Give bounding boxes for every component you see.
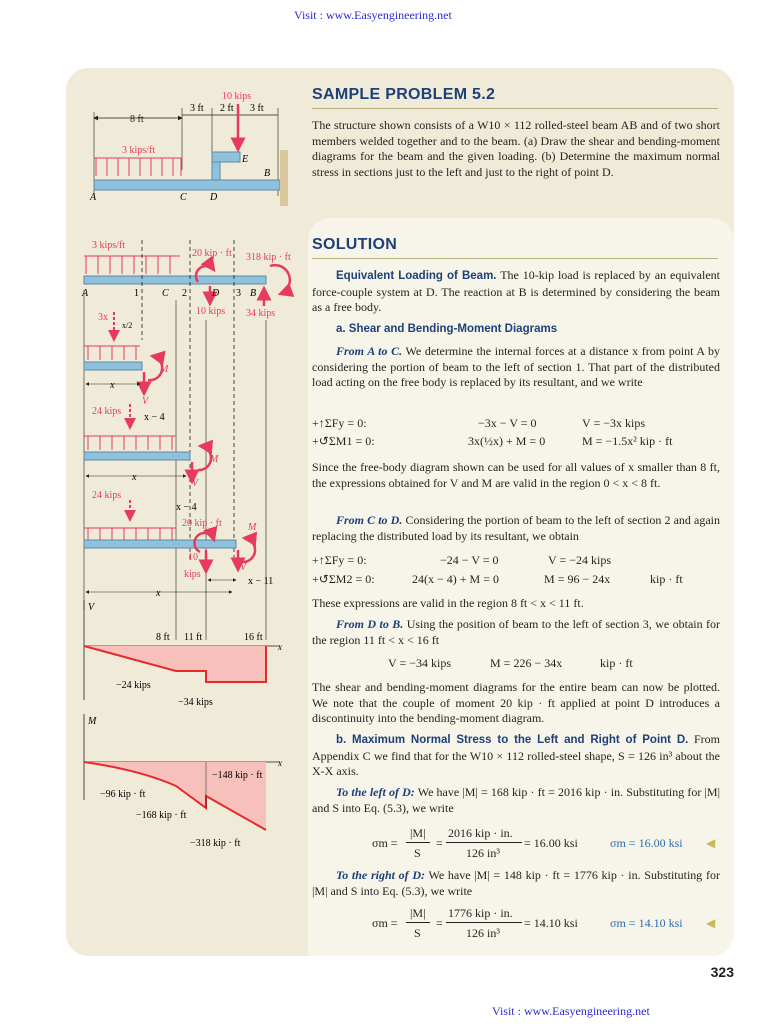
fbd3-beam [84,540,236,548]
m-axis-label: M [88,716,97,727]
tick-16ft: 16 ft [244,632,263,643]
problem-heading: SAMPLE PROBLEM 5.2 [312,86,496,103]
fbd3-m-label: M [248,522,257,533]
dist-load-label: 3 kips/ft [122,145,156,156]
beam-figures [0,0,310,960]
fb-pt-c: C [162,288,169,299]
fbd2-x-label: x [132,472,137,483]
right-eq-fraction-bar2 [446,922,522,923]
left-eq-answer: σm = 16.00 ksi [610,836,683,850]
fbd-section2 [84,404,219,489]
fbd3-dist-arrows [88,528,172,540]
equivalent-loading-title: Equivalent Loading of Beam. [336,270,497,282]
left-answer-marker: ◀ [706,836,716,850]
pt-c: C [180,192,187,203]
dim-8ft: 8 ft [130,114,144,125]
fbd2-x4-label: x − 4 [144,412,165,423]
fbd2-beam [84,452,190,460]
a-to-c-para [312,344,720,391]
a-to-c-after: Since the free-body diagram shown can be used for all values of x smaller than 8 ft, the expressions obtained for V and M are valid in the region 0 < x < 8 ft. [312,460,720,490]
fb-pt-d: D [212,288,220,299]
fb-sec2: 2 [182,288,187,299]
fbd-section3 [84,490,273,599]
beam-ab [94,180,280,190]
d-to-b-para [312,617,720,648]
v-axis-label: V [88,602,95,613]
fbd3-kips-label: kips [184,569,201,580]
fb-reaction-m-label: 318 kip · ft [246,252,291,263]
fbd3-10-label: 10 [188,552,198,563]
right-of-d-text: We have |M| = 148 kip · ft = 1776 kip · in. Substituting for |M| and S into Eq. (5.3), we write [312,868,720,898]
left-eq-value: = 16.00 ksi [524,836,578,850]
c-to-d-after: These expressions are valid in the region 8 ft < x < 11 ft. [312,596,584,610]
right-eq-den2: 126 in³ [466,926,500,940]
m-m318-label: −318 kip · ft [190,838,241,849]
dim-2ft: 2 ft [220,103,234,114]
fb-10kips-label: 10 kips [196,306,226,317]
right-eq-sigma: σm = [372,916,398,930]
eq1-result: V = −3x kips [582,416,645,430]
right-eq-fraction-bar [406,922,430,923]
eq1-label: +↑ΣFy = 0: [312,416,367,430]
right-eq-answer: σm = 14.10 ksi [610,916,683,930]
max-stress-title: b. Maximum Normal Stress to the Left and Right of Point D. [336,734,689,746]
fb-sec3: 3 [236,288,241,299]
shear-diagram [84,600,282,708]
page-number: 323 [710,964,734,980]
fbd2-v-label: V [192,478,199,489]
fbd2-m-label: M [210,454,219,465]
pt-a: A [90,192,97,203]
heading-rule [312,108,718,109]
wall-support [280,150,288,206]
equivalent-loading-para [312,268,720,316]
c-to-d-text: Considering the portion of beam to the left of section 2 and again replacing the distributed load by its resultant, we obtain [312,513,720,543]
left-eq-fraction-bar2 [446,842,522,843]
eq3-body: −24 − V = 0 [440,553,499,567]
equivalent-loading-text: The 10-kip load is replaced by an equivalent force-couple system at D. The reaction at B is determined by considering the beam as a free body. [312,268,721,314]
pt-d: D [210,192,218,203]
dim-3ft-a: 3 ft [190,103,204,114]
left-eq-equals: = [436,836,443,850]
fb-sec1: 1 [134,288,139,299]
eq4-label: +↺ΣM2 = 0: [312,572,375,586]
fb-dist-arrows [86,256,170,274]
left-eq-den2: 126 in³ [466,846,500,860]
m-m148-label: −148 kip · ft [212,770,263,781]
tick-11ft: 11 ft [184,632,203,643]
fbd1-x-label: x [110,380,115,391]
left-of-d-para [312,785,720,816]
left-eq-den: S [414,846,421,860]
right-eq-num2: 1776 kip · in. [448,906,513,920]
d-to-b-text: Using the position of beam to the left of section 3, we obtain for the region 11 ft < x < 16 ft [312,617,721,647]
top-load-label: 10 kips [222,91,252,102]
a-to-c-title: From A to C. [336,344,403,358]
left-of-d-title: To the left of D: [336,785,415,799]
c-to-d-title: From C to D. [336,513,403,527]
fbd3-24kips-label: 24 kips [92,490,122,501]
max-stress-para [312,732,720,780]
left-of-d-text: We have |M| = 168 kip · ft = 2016 kip · in. Substituting for |M| and S into Eq. (5.3), we write [312,785,720,815]
fb-pt-a: A [82,288,89,299]
a-to-c-text: We determine the internal forces at a distance x from point A by considering the portion of beam to the left of section 1. That part of the distributed load acting on the free body is replaced by its resultant, and we write [312,344,720,389]
fbd3-v-label: V [240,562,247,573]
res-3x-label: 3x [98,312,108,323]
v-area-fill [84,646,266,682]
eq5-unit: kip · ft [600,656,633,670]
welded-member-e [212,152,240,162]
left-eq-num2: 2016 kip · in. [448,826,513,840]
eq4-body: 24(x − 4) + M = 0 [412,572,499,586]
fbd1-beam [84,362,142,370]
half-x-label: x/2 [122,321,133,330]
c-to-d-para [312,513,720,544]
pt-e: E [242,154,249,165]
visit-link-bottom[interactable]: Visit : www.Easyengineering.net [492,1004,650,1018]
fbd3-x-label: x [156,588,161,599]
eq5-v: V = −34 kips [388,656,451,670]
right-eq-den: S [414,926,421,940]
fb-couple-label: 20 kip · ft [192,248,232,259]
moment-diagram [84,714,282,849]
eq4-result: M = 96 − 24x [544,572,611,586]
m-m168-label: −168 kip · ft [136,810,187,821]
guide-lines [84,290,266,640]
pt-b: B [264,168,271,179]
v-m34-label: −34 kips [178,697,213,708]
d-to-b-after: The shear and bending-moment diagrams for the entire beam can now be plotted. We note that the couple of moment 20 kip · ft applied at point D introduces a discontinuity into the bending-moment diagram. [312,680,720,725]
fbd-section1 [84,312,169,407]
m-x-label: x [278,758,282,768]
eq3-label: +↑ΣFy = 0: [312,553,367,567]
eq2-label: +↺ΣM1 = 0: [312,434,375,448]
d-to-b-title: From D to B. [336,617,404,631]
fbd3-m-arrow [242,538,255,562]
fbd2-dist-arrows [88,436,172,450]
left-eq-fraction-bar [406,842,430,843]
v-x-label: x [278,642,282,652]
left-eq-num: |M| [410,826,426,840]
fbd1-m-label: M [160,364,169,375]
welded-member-vertical [212,162,220,180]
dim-3ft-b: 3 ft [250,103,264,114]
visit-link-top[interactable]: Visit : www.Easyengineering.net [294,8,452,22]
fb-reaction-m-arrow [270,265,290,294]
solution-heading: SOLUTION [312,236,398,253]
right-eq-num: |M| [410,906,426,920]
fb-pt-b: B [250,288,257,299]
right-answer-marker: ◀ [706,916,716,930]
right-of-d-para [312,868,720,899]
m-m96-label: −96 kip · ft [100,789,146,800]
fbd1-v-label: V [142,396,149,407]
solution-rule [312,258,718,259]
tick-8ft: 8 ft [156,632,170,643]
left-eq-sigma: σm = [372,836,398,850]
fb-beam [84,276,266,284]
max-stress-text: From Appendix C we find that for the W10 × 112 rolled-steel shape, S = 126 in³ about the X-X axis. [312,732,720,778]
fbd2-24kips-label: 24 kips [92,406,122,417]
right-eq-equals: = [436,916,443,930]
eq2-body: 3x(½x) + M = 0 [468,434,546,448]
eq2-result: M = −1.5x² kip · ft [582,434,673,448]
shear-moment-title: a. Shear and Bending-Moment Diagrams [336,323,558,335]
structure-figure [89,91,288,206]
eq1-body: −3x − V = 0 [478,416,537,430]
right-eq-value: = 14.10 ksi [524,916,578,930]
fbd3-couple-label: 20 kip · ft [182,518,222,529]
eq4-unit: kip · ft [650,572,683,586]
problem-text: The structure shown consists of a W10 × 112 rolled-steel beam AB and of two short members welded together and to the beam. (a) Draw the shear and bending-moment diagrams for the beam and the given loading. (b) Determine the maximum normal stress in sections just to the left and just to the right of point D. [312,118,720,179]
fb-dist-label: 3 kips/ft [92,240,126,251]
fb-34kips-label: 34 kips [246,308,276,319]
dist-load-arrows [96,158,181,176]
right-of-d-title: To the right of D: [336,868,426,882]
eq3-result: V = −24 kips [548,553,611,567]
fbd3-x4-label: x − 4 [176,502,197,513]
eq5-m: M = 226 − 34x [490,656,563,670]
fbd1-dist-arrows [88,346,136,360]
fbd3-x11-label: x − 11 [248,576,274,587]
v-m24-label: −24 kips [116,680,151,691]
